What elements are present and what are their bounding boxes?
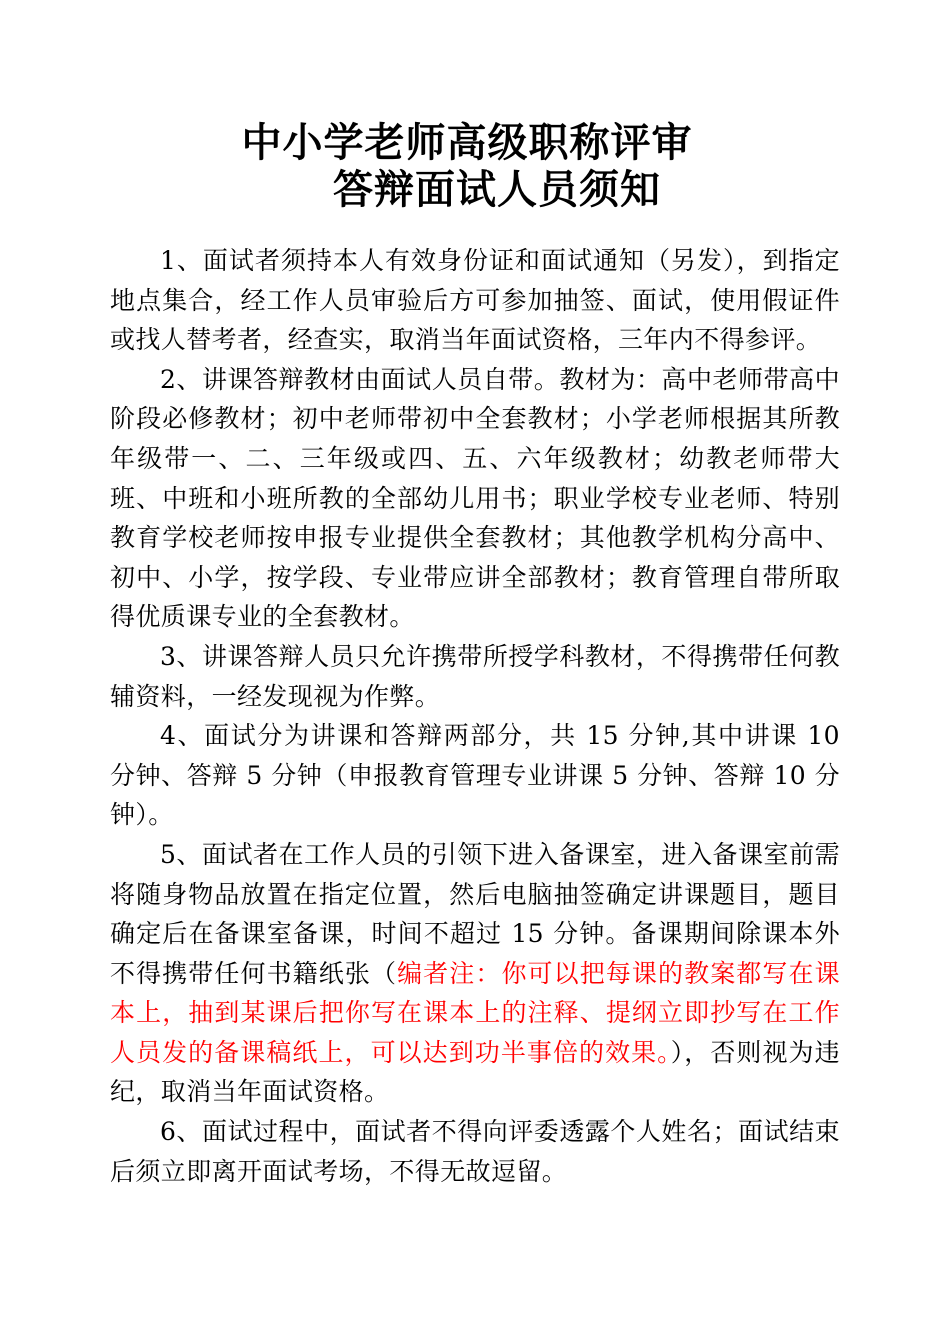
paragraph-5 xyxy=(110,835,840,1112)
paragraph-3: 3、讲课答辩人员只允许携带所授学科教材，不得携带任何教辅资料，一经发现视为作弊。 xyxy=(110,641,840,711)
paragraph-5-text-before: 5、面试者在工作人员的引领下进入备课室，进入备课室前需将随身物品放置在指定位置，然后电脑抽签确定讲课题目，题目确定后在备课室备课，时间不超过 15 分钟。备课期间除课本外不得携带任何书籍纸张（ xyxy=(110,839,840,988)
document-body xyxy=(110,241,840,1191)
paragraph-1: 1、面试者须持本人有效身份证和面试通知（另发），到指定地点集合，经工作人员审验后方可参加抽签、面试，使用假证件或找人替考者，经查实，取消当年面试资格，三年内不得参评。 xyxy=(110,246,840,355)
document-title-line2: 答辩面试人员须知 xyxy=(333,167,661,213)
paragraph-6: 6、面试过程中，面试者不得向评委透露个人姓名；面试结束后须立即离开面试考场，不得无故逗留。 xyxy=(110,1117,840,1186)
paragraph-5-text-after: ），否则视为违纪，取消当年面试资格。 xyxy=(110,1037,840,1107)
document-title-line1: 中小学老师高级职称评审 xyxy=(241,120,693,166)
editor-note: 编者注：你可以把每课的教案都写在课本上，抽到某课后把你写在课本上的注释、提纲立即抄写在工作人员发的备课稿纸上，可以达到功半事倍的效果。 xyxy=(110,958,840,1067)
paragraph-2: 2、讲课答辩教材由面试人员自带。教材为：高中老师带高中阶段必修教材；初中老师带初中全套教材；小学老师根据其所教年级带一、二、三年级或四、五、六年级教材；幼教老师带大班、中班和小班所教的全部幼儿用书；职业学校专业老师、特别教育学校老师按申报专业提供全套教材；其他教学机构分高中、初中、小学，按学段、专业带应讲全部教材；教育管理自带所取得优质课专业的全套教材。 xyxy=(110,364,840,632)
paragraph-4: 4、面试分为讲课和答辩两部分，共 15 分钟,其中讲课 10 分钟、答辩 5 分钟（申报教育管理专业讲课 5 分钟、答辩 10 分钟）。 xyxy=(110,721,840,830)
